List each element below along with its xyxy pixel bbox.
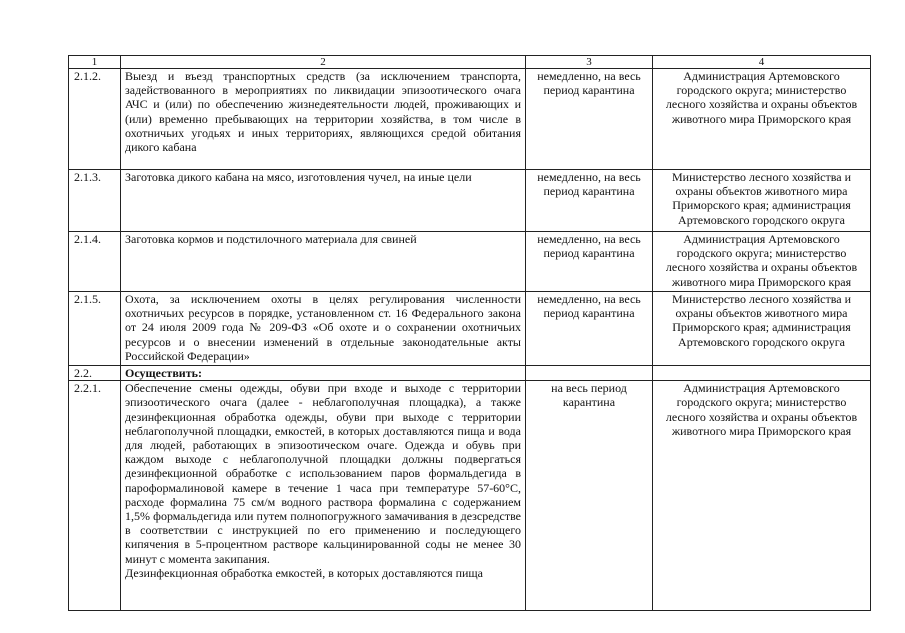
empty-cell	[653, 366, 871, 381]
row-term: на весь период карантина	[526, 381, 653, 611]
header-col-1: 1	[69, 56, 121, 69]
measures-table	[68, 55, 871, 611]
row-responsible: Министерство лесного хозяйства и охраны объектов животного мира Приморского края; администрация Артемовского городского округа	[653, 170, 871, 232]
row-number: 2.1.5.	[69, 292, 121, 366]
row-text: Заготовка кормов и подстилочного материала для свиней	[121, 232, 526, 292]
table-row	[69, 69, 871, 170]
row-number: 2.1.2.	[69, 69, 121, 170]
row-text: Охота, за исключением охоты в целях регулирования численности охотничьих ресурсов в порядке, установленном ст. 16 Федерального закона от 24 июля 2009 года № 209-ФЗ «Об охоте и о сохранении охотничьих ресурсов и о внесении изменений в отдельные законодательные акты Российской Федерации»	[121, 292, 526, 366]
header-col-2: 2	[121, 56, 526, 69]
row-responsible: Администрация Артемовского городского округа; министерство лесного хозяйства и охраны объектов животного мира Приморского края	[653, 69, 871, 170]
row-term: немедленно, на весь период карантина	[526, 170, 653, 232]
row-term: немедленно, на весь период карантина	[526, 292, 653, 366]
row-text: Заготовка дикого кабана на мясо, изготовления чучел, на иные цели	[121, 170, 526, 232]
section-number: 2.2.	[69, 366, 121, 381]
row-number: 2.1.4.	[69, 232, 121, 292]
row-text	[121, 381, 526, 611]
empty-cell	[526, 366, 653, 381]
table-row	[69, 232, 871, 292]
table-row	[69, 292, 871, 366]
header-col-4: 4	[653, 56, 871, 69]
header-col-3: 3	[526, 56, 653, 69]
row-number: 2.1.3.	[69, 170, 121, 232]
table-header-row	[69, 56, 871, 69]
row-text-continuation: Дезинфекционная обработка емкостей, в которых доставляются пища	[125, 565, 484, 580]
row-responsible: Администрация Артемовского городского округа; министерство лесного хозяйства и охраны объектов животного мира Приморского края	[653, 381, 871, 611]
section-row	[69, 366, 871, 381]
section-title: Осуществить:	[121, 366, 526, 381]
table-row	[69, 170, 871, 232]
table-row	[69, 381, 871, 611]
row-responsible: Администрация Артемовского городского округа; министерство лесного хозяйства и охраны объектов животного мира Приморского края	[653, 232, 871, 292]
row-number: 2.2.1.	[69, 381, 121, 611]
row-text-paragraph: Обеспечение смены одежды, обуви при входе и выходе с территории эпизоотического очага (далее - неблагополучная площадка), а также дезинфекционная обработка одежды, обуви при выходе с территории неблагополучной площадки, емкостей, в которых доставляются пища и вода для людей, работающих в эпизоотическом очаге. Одежда и обувь при каждом выходе с неблагополучной площадки должны подвергаться дезинфекционной обработке с использованием паров формальдегида в пароформалиновой камере в течение 1 часа при температуре 57-60°С, расходе формалина 75 см/м водного раствора формалина с содержанием 1,5% формальдегида или путем полнопогружного замачивания в дезсредстве в соответствии с инструкцией по его применению и последующего кипячения в 5-процентном растворе кальцинированной соды не менее 30 минут с момента закипания.	[125, 381, 521, 566]
row-term: немедленно, на весь период карантина	[526, 69, 653, 170]
row-text: Выезд и въезд транспортных средств (за исключением транспорта, задействованного в мероприятиях по ликвидации эпизоотического очага АЧС и (или) по обеспечению жизнедеятельности людей, проживающих и (или) временно пребывающих на территории хозяйства, в том числе в охотничьих угодьях и иных территориях, являющихся средой обитания дикого кабана	[121, 69, 526, 170]
row-term: немедленно, на весь период карантина	[526, 232, 653, 292]
row-responsible: Министерство лесного хозяйства и охраны объектов животного мира Приморского края; администрация Артемовского городского округа	[653, 292, 871, 366]
